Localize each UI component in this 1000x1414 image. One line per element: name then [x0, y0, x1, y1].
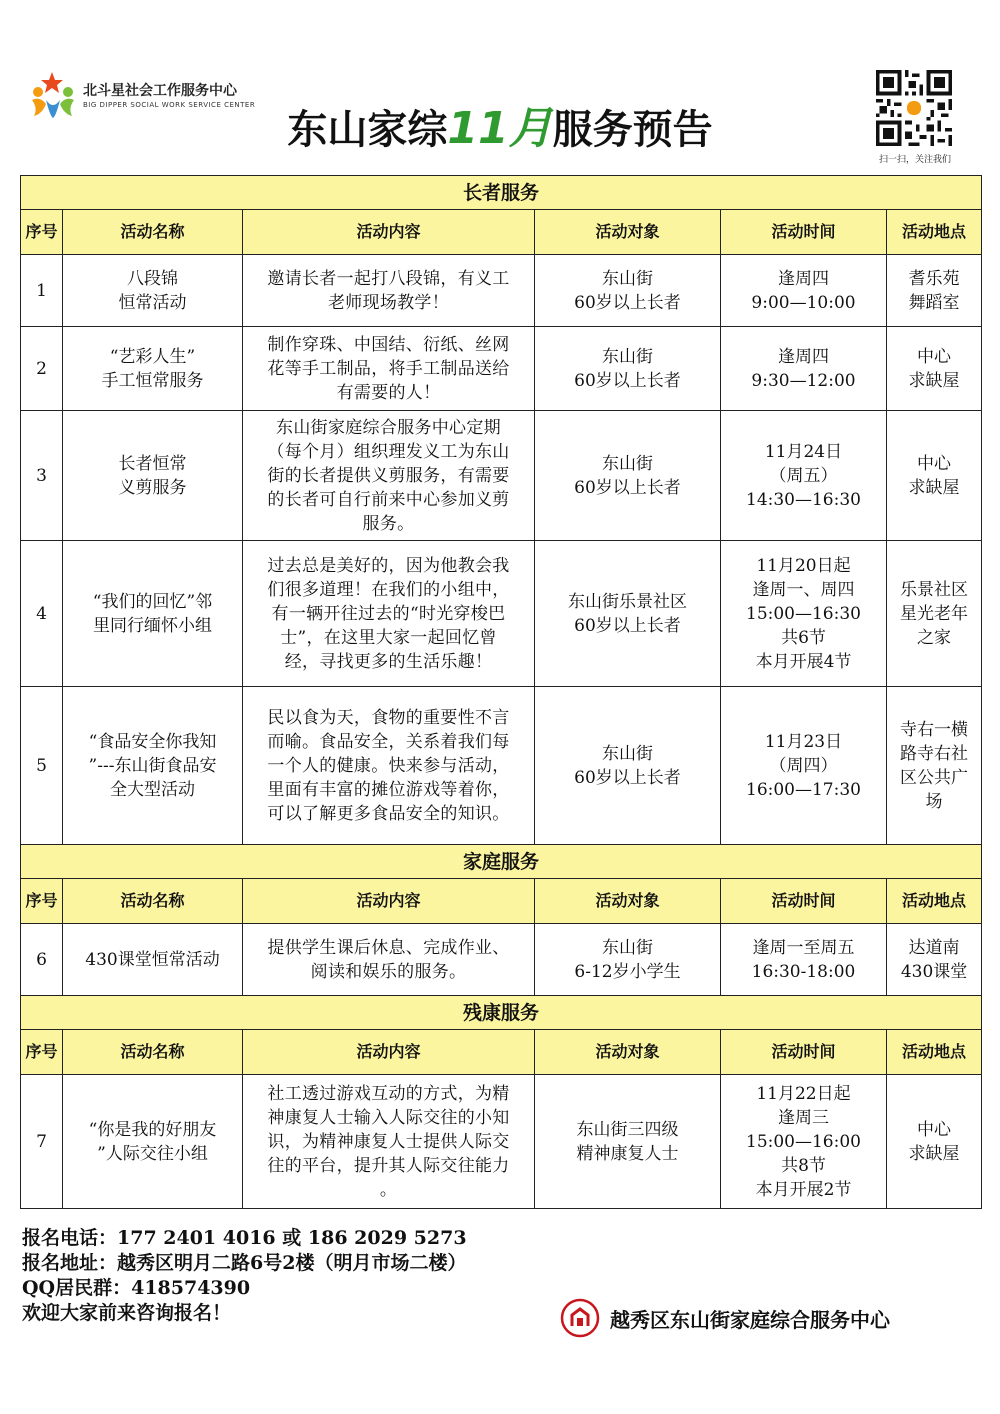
table-row [21, 411, 982, 541]
activity-content-line: 里面有丰富的摊位游戏等着你， [267, 779, 510, 800]
section-header-row [21, 845, 982, 879]
activity-name-line: ”人际交往小组 [97, 1143, 208, 1164]
organization-name: 越秀区东山街家庭综合服务中心 [610, 1308, 890, 1332]
activity-name-line: 里同行缅怀小组 [93, 615, 212, 636]
activity-place-line: 寺右一横 [900, 719, 969, 740]
qr-code-icon[interactable] [876, 70, 952, 146]
activity-time-line: 11月22日起 [756, 1083, 851, 1104]
activity-time-line: 11月23日 [764, 731, 843, 752]
section-title: 家庭服务 [21, 845, 982, 879]
activity-content [243, 327, 535, 411]
activity-content-line: 民以食为天，食物的重要性不言 [267, 707, 510, 728]
column-header-row [21, 1030, 982, 1075]
activity-time-line: （周四） [769, 755, 838, 776]
activity-time-line: 11月24日 [764, 441, 843, 462]
activity-name-line: 全大型活动 [110, 779, 195, 800]
activity-number: 6 [21, 924, 63, 996]
activity-content-line: 而喻。食品安全，关系着我们每 [267, 731, 510, 752]
activity-place-line: 耆乐苑 [908, 268, 960, 289]
activity-content-line: 们很多道理！在我们的小组中， [267, 579, 510, 600]
activity-place-line: 求缺屋 [908, 1143, 960, 1164]
activity-place [887, 541, 982, 687]
activity-content-line: 的长者可自行前来中心参加义剪 [267, 489, 510, 510]
column-header-row [21, 879, 982, 924]
activity-content-line: 阅读和娱乐的服务。 [310, 961, 467, 982]
activity-target [535, 687, 721, 845]
activity-content-line: 往的平台，提升其人际交往能力 [267, 1155, 510, 1176]
activity-place-line: 求缺屋 [908, 477, 960, 498]
activity-time-line: 共8节 [781, 1155, 826, 1176]
activity-target [535, 255, 721, 327]
activity-target [535, 924, 721, 996]
activity-content-line: 士”，在这里大家一起回忆曾 [280, 627, 497, 648]
activity-name-line: “你是我的好朋友 [88, 1119, 217, 1140]
activity-place [887, 687, 982, 845]
activity-content-line: 神康复人士输入人际交往的小知 [267, 1107, 510, 1128]
activity-time-line: 15:00—16:00 [746, 1131, 861, 1152]
title-suffix: 服务预告 [552, 107, 713, 153]
activity-time [721, 411, 887, 541]
activity-content-line: 经，寻找更多的生活乐趣！ [284, 651, 493, 672]
activity-time-line: 逢周一至周五 [752, 937, 855, 958]
activity-place [887, 327, 982, 411]
table-row [21, 255, 982, 327]
section-header-row [21, 176, 982, 210]
column-header: 活动内容 [243, 1030, 535, 1075]
activity-place-line: 舞蹈室 [908, 292, 960, 313]
activity-name-line: 手工恒常服务 [101, 370, 204, 391]
activity-name-line: 恒常活动 [118, 292, 187, 313]
activity-target-line: 精神康复人士 [576, 1143, 679, 1164]
activity-content-line: 有一辆开往过去的“时光穿梭巴 [271, 603, 506, 624]
activity-name [63, 255, 243, 327]
activity-name-line: 长者恒常 [118, 453, 187, 474]
activity-content-line: 有需要的人！ [336, 382, 441, 403]
activity-name-line: 八段锦 [127, 268, 178, 289]
column-header: 活动名称 [63, 1030, 243, 1075]
activity-target-line: 60岁以上长者 [574, 370, 681, 391]
column-header: 活动地点 [887, 879, 982, 924]
activity-content-line: 一个人的健康。快来参与活动， [267, 755, 510, 776]
activity-target-line: 东山街 [602, 268, 653, 289]
activity-target-line: 60岁以上长者 [574, 477, 681, 498]
activity-number: 1 [21, 255, 63, 327]
table-row [21, 541, 982, 687]
activity-time-line: 共6节 [781, 627, 826, 648]
activity-target-line: 东山街 [602, 346, 653, 367]
activity-time-line: 逢周四 [778, 268, 829, 289]
activity-name-line: 430课堂恒常活动 [85, 949, 220, 970]
activity-time-line: 14:30—16:30 [746, 489, 861, 510]
column-header: 序号 [21, 210, 63, 255]
activity-content [243, 541, 535, 687]
activity-time-line: 16:00—17:30 [746, 779, 861, 800]
activity-time-line: 逢周四 [778, 346, 829, 367]
activity-target-line: 60岁以上长者 [574, 767, 681, 788]
activity-time-line: 16:30-18:00 [751, 961, 856, 982]
activity-content-line: 识，为精神康复人士提供人际交 [267, 1131, 510, 1152]
activity-number: 5 [21, 687, 63, 845]
activity-time [721, 541, 887, 687]
column-header: 活动对象 [535, 879, 721, 924]
activity-name [63, 327, 243, 411]
activity-time [721, 1075, 887, 1209]
activity-place-line: 乐景社区 [900, 579, 969, 600]
activity-time [721, 924, 887, 996]
activity-time [721, 687, 887, 845]
table-row [21, 687, 982, 845]
column-header: 序号 [21, 879, 63, 924]
activity-name [63, 1075, 243, 1209]
activity-target-line: 60岁以上长者 [574, 615, 681, 636]
registration-address: 报名地址：越秀区明月二路6号2楼（明月市场二楼） [22, 1252, 467, 1274]
family-service-center-logo-icon [560, 1298, 600, 1338]
activity-name [63, 411, 243, 541]
activity-time-line: 逢周一、周四 [752, 579, 855, 600]
activity-content-line: 过去总是美好的，因为他教会我 [267, 555, 510, 576]
activity-time-line: 15:00—16:30 [746, 603, 861, 624]
title-prefix: 东山家综 [287, 107, 448, 153]
table-row [21, 1075, 982, 1209]
activity-target [535, 1075, 721, 1209]
activity-place [887, 411, 982, 541]
activity-time-line: 本月开展4节 [755, 651, 852, 672]
activity-place-line: 场 [925, 791, 943, 812]
activity-target-line: 东山街 [602, 453, 653, 474]
activity-name-line: “艺彩人生” [109, 346, 196, 367]
activity-number: 7 [21, 1075, 63, 1209]
activity-place [887, 924, 982, 996]
activity-name-line: “我们的回忆”邻 [92, 591, 213, 612]
activity-content-line: 提供学生课后休息、完成作业、 [267, 937, 510, 958]
activity-place-line: 求缺屋 [908, 370, 960, 391]
table-row [21, 327, 982, 411]
column-header: 活动名称 [63, 210, 243, 255]
section-title: 长者服务 [21, 176, 982, 210]
activity-content-line: 街的长者提供义剪服务，有需要 [267, 465, 510, 486]
column-header: 活动时间 [721, 879, 887, 924]
logo-chinese-name: 北斗星社会工作服务中心 [83, 83, 237, 99]
activity-place-line: 路寺右社 [900, 743, 969, 764]
qq-group: QQ居民群：418574390 [22, 1277, 251, 1299]
activity-place [887, 255, 982, 327]
activity-target-line: 东山街 [602, 937, 653, 958]
column-header-row [21, 210, 982, 255]
activity-name-line: 义剪服务 [118, 477, 187, 498]
activity-target [535, 327, 721, 411]
section-title: 残康服务 [21, 996, 982, 1030]
activity-time [721, 255, 887, 327]
activity-name-line: “食品安全你我知 [88, 731, 217, 752]
activity-place-line: 中心 [917, 453, 952, 474]
activity-content-line: 。 [379, 1179, 398, 1200]
activity-place-line: 达道南 [908, 937, 960, 958]
column-header: 活动时间 [721, 210, 887, 255]
registration-info [22, 1226, 467, 1326]
column-header: 活动对象 [535, 210, 721, 255]
activity-place-line: 星光老年 [900, 603, 969, 624]
column-header: 活动内容 [243, 210, 535, 255]
page-title [0, 92, 1000, 156]
activity-number: 2 [21, 327, 63, 411]
activity-name [63, 687, 243, 845]
activity-content-line: 东山街家庭综合服务中心定期 [276, 417, 501, 438]
column-header: 活动地点 [887, 1030, 982, 1075]
activity-place-line: 之家 [917, 627, 952, 648]
column-header: 序号 [21, 1030, 63, 1075]
activity-target-line: 东山街 [602, 743, 653, 764]
activity-content [243, 255, 535, 327]
activity-place-line: 中心 [917, 1119, 952, 1140]
activity-place-line: 中心 [917, 346, 952, 367]
service-schedule-table [20, 175, 982, 1209]
activity-content-line: 制作穿珠、中国结、衍纸、丝网 [267, 334, 510, 355]
activity-content [243, 1075, 535, 1209]
activity-name-line: ”---东山街食品安 [88, 755, 217, 776]
activity-content-line: 老师现场教学！ [327, 292, 450, 313]
activity-number: 3 [21, 411, 63, 541]
activity-place [887, 1075, 982, 1209]
activity-content-line: 社工透过游戏互动的方式，为精 [267, 1083, 510, 1104]
activity-time-line: 本月开展2节 [755, 1179, 852, 1200]
table-row [21, 924, 982, 996]
organization-signature [560, 1298, 980, 1338]
activity-content-line: 服务。 [362, 513, 415, 534]
activity-target-line: 东山街乐景社区 [568, 591, 687, 612]
title-month: 11月 [447, 103, 553, 154]
activity-target [535, 541, 721, 687]
column-header: 活动时间 [721, 1030, 887, 1075]
activity-content-line: 花等手工制品，将手工制品送给 [267, 358, 510, 379]
activity-time-line: 逢周三 [778, 1107, 829, 1128]
column-header: 活动名称 [63, 879, 243, 924]
column-header: 活动内容 [243, 879, 535, 924]
activity-content-line: （每个月）组织理发义工为东山 [267, 441, 510, 462]
activity-content-line: 可以了解更多食品安全的知识。 [267, 803, 510, 824]
activity-time-line: 9:00—10:00 [751, 292, 856, 313]
activity-target-line: 6-12岁小学生 [574, 961, 681, 982]
activity-content [243, 687, 535, 845]
activity-place-line: 430课堂 [900, 961, 968, 982]
column-header: 活动对象 [535, 1030, 721, 1075]
activity-name [63, 541, 243, 687]
activity-target-line: 东山街三四级 [576, 1119, 679, 1140]
activity-time-line: 11月20日起 [756, 555, 851, 576]
activity-content [243, 411, 535, 541]
section-header-row [21, 996, 982, 1030]
activity-time-line: 9:30—12:00 [751, 370, 856, 391]
activity-target [535, 411, 721, 541]
activity-target-line: 60岁以上长者 [574, 292, 681, 313]
logo-english-name: BIG DIPPER SOCIAL WORK SERVICE CENTER [83, 101, 256, 109]
qr-caption: 扫一扫，关注我们 [878, 155, 951, 165]
registration-phone: 报名电话：177 2401 4016 或 186 2029 5273 [22, 1227, 467, 1249]
activity-time [721, 327, 887, 411]
column-header: 活动地点 [887, 210, 982, 255]
activity-place-line: 区公共广 [900, 767, 969, 788]
welcome-text: 欢迎大家前来咨询报名！ [22, 1302, 232, 1324]
activity-content [243, 924, 535, 996]
activity-number: 4 [21, 541, 63, 687]
activity-content-line: 邀请长者一起打八段锦，有义工 [267, 268, 510, 289]
activity-name [63, 924, 243, 996]
activity-time-line: （周五） [769, 465, 838, 486]
